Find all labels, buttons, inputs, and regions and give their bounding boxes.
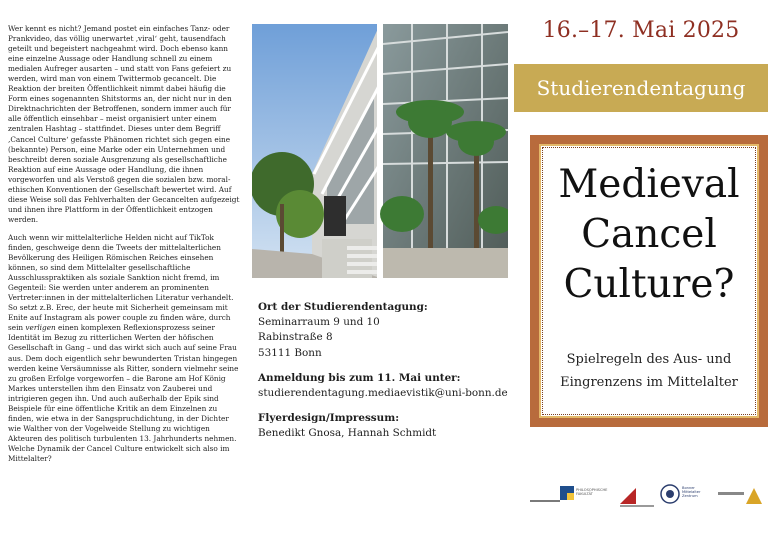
intro-paragraph-2-emphasis: verligen (25, 323, 56, 333)
intro-paragraph-2 (8, 233, 240, 464)
venue-block (258, 300, 508, 361)
credits-heading: Flyerdesign/Impressum: (258, 412, 400, 425)
medieval-center-logo (660, 484, 710, 508)
title-line-1: Medieval (558, 162, 740, 207)
intro-paragraph-2-part-a: Auch wenn wir mittelalterliche Helden nicht auf TikTok finden, geschweige denn die Tweets der mittelalterlichen Bevölkerung des Heiligen Römischen Reiches einsehen können, so sind dem Mittelalter gesellschaftliche Ausschlusspraktiken als soziale Sanktion nicht fremd, im Gegenteil: Sie werden unter anderem an prominenten Vertreter:innen in der mittelalterlichen Literatur verhandelt. So setzt z.B. Erec, der heute mit Sicherheit gemeinsam mit Enite auf Instagram als power couple zu finden wäre, durch sein (8, 232, 234, 333)
title-line-2: Cancel (581, 212, 717, 257)
building-photo (252, 24, 508, 278)
philosophical-faculty-label: PHILOSOPHISCHE FAKULTÄT (576, 488, 608, 496)
intro-paragraph-1: Wer kennt es nicht? Jemand postet ein einfaches Tanz- oder Prankvideo, das völlig unerwartet ‚viral‘ geht, tausendfach geteilt und begeistert nachgeahmt wird. Doch ebenso kann eine einzelne Aussage oder Handlung schnell zu einem medialen Aufreger ausarten – und statt von Fans gefeiert zu werden, wird man von einem Twittermob gecancelt. Die Reaktion der breiten Öffentlichkeit nimmt dabei häufig die Form eines sogenannten Shitstorms an, der nicht nur in den Direktnachrichten der Betroffenen, sondern immer auch für alle öffentlich einsehbar – meist organisiert unter einem zentralen Hashtag – stattfindet. Dieses unter dem Begriff ‚Cancel Culture‘ gefasste Phänomen richtet sich gegen eine (bekannte) Person, eine Marke oder ein Unternehmen und beschreibt deren soziale Ausgrenzung als gesellschaftliche Reaktion auf eine Aussage oder Handlung, die ihnen vorgeworfen und als Verstoß gegen die sozialen bzw. moral-ethischen Konventionen der Gesellschaft bewertet wird. Auf diese Weise soll das Fehlverhalten der Gecancelten aufgezeigt und ihnen ihre Plattform in der Öffentlichkeit entzogen werden. (8, 24, 240, 224)
registration-email[interactable]: studierendentagung.mediaevistik@uni-bonn.de (258, 387, 508, 400)
subtitle-line-2: Eingrenzens im Mittelalter (560, 375, 738, 390)
title-frame (530, 135, 768, 427)
event-type-banner: Studierendentagung (514, 64, 768, 112)
university-bonn-logo (530, 484, 608, 512)
intro-paragraph-2-part-b: einen komplexen Reflexionsprozess seiner Identität im Bezug zu ritterlichen Werten der höfischen Gesellschaft in Gang – und das wirkt sich auch auf seine Frau aus. Dem doch eigentlich sehr bewunderten Tristan hingegen werden keine Versäumnisse als Ritter, sondern vielmehr seine zu großen Erfolge vorgeworfen – die Barone am Hof König Markes unterstellen ihm den Einsatz von Zauberei und intrigieren gegen ihn. Und auch außerhalb der Epik sind Beispiele für eine öffentliche Kritik an dem Einzelnen zu finden, wie etwa in der Sangspruchdichtung, in der Dichter wie Walther von der Vogelweide Stellung zu wichtigen Akteuren des politisch turbulenten 13. Jahrhunderts nehmen. Welche Dynamik der Cancel Culture entwickelt sich also im Mittelalter? (8, 323, 239, 463)
intro-text-column (8, 24, 240, 538)
credits-block (258, 411, 508, 441)
sponsor-logos (530, 484, 768, 516)
venue-room: Seminarraum 9 und 10 (258, 316, 380, 329)
venue-heading: Ort der Studierendentagung: (258, 301, 428, 313)
credits-names: Benedikt Gnosa, Hannah Schmidt (258, 427, 437, 440)
event-subtitle (539, 348, 759, 394)
venue-city: 53111 Bonn (258, 346, 322, 359)
event-title (539, 160, 759, 310)
registration-heading: Anmeldung bis zum 11. Mai unter: (258, 371, 461, 384)
event-date: 16.–17. Mai 2025 (542, 18, 740, 43)
registration-block (258, 371, 508, 401)
institute-logo (618, 484, 658, 512)
medieval-center-label: Bonner Mittelalter Zentrum (682, 486, 701, 498)
venue-street: Rabinstraße 8 (258, 331, 333, 344)
subtitle-line-1: Spielregeln des Aus- und (566, 352, 732, 367)
title-line-3: Culture? (563, 262, 735, 307)
partner-logo (716, 484, 764, 512)
event-info (258, 300, 508, 452)
